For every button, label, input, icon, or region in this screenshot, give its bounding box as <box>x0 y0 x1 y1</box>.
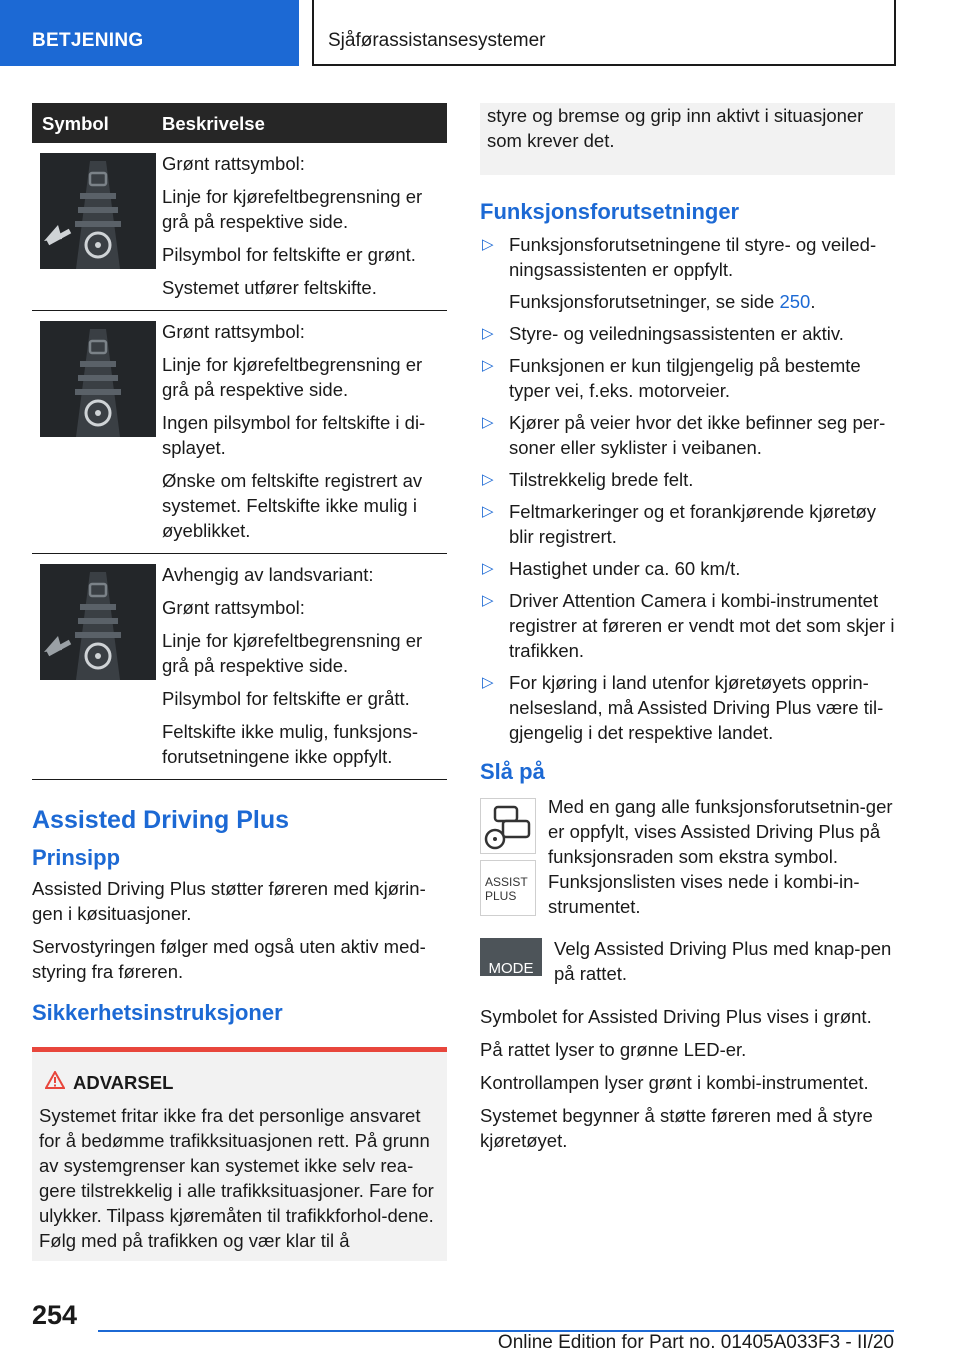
page-header <box>0 0 960 66</box>
table-row <box>32 143 447 311</box>
paragraph: Assisted Driving Plus støtter føreren med kjørin-gen i køsituasjoner. <box>32 878 426 924</box>
lane-change-green-arrow-icon <box>40 153 156 269</box>
list-item: ▷ Kjører på veier hvor det ikke befinner seg per-soner eller syklister i veibanen. <box>482 412 886 458</box>
list-item: ▷ Feltmarkeringer og et forankjørende kjøretøy blir registrert. <box>482 501 877 547</box>
list-item: ▷ Funksjonen er kun tilgjengelig på bestemte typer vei, f.eks. motorveier. <box>482 355 861 401</box>
cross-reference: Funksjonsforutsetninger, se side 250. <box>509 291 816 312</box>
row-text: Grønt rattsymbol: <box>162 321 305 342</box>
table-row <box>32 554 447 780</box>
warning-title <box>39 1070 439 1095</box>
paragraph: Systemet begynner å støtte føreren med å styre kjøretøyet. <box>480 1105 873 1151</box>
list-item: ▷ For kjøring i land utenfor kjøretøyets opprin-nelsesland, må Assisted Driving Plus være til-gjengelig i det respektive landet. <box>482 672 884 743</box>
subheading-switch-on: Slå på <box>480 759 545 784</box>
warning-triangle-icon <box>45 1070 73 1095</box>
row-text: Ingen pilsymbol for feltskifte i di-splayet. <box>162 412 426 458</box>
row-text: Feltskifte ikke mulig, funksjons-forutsetningene ikke oppfylt. <box>162 721 419 767</box>
row-text: Linje for kjørefeltbegrensning er grå på respektive side. <box>162 186 423 232</box>
requirements-list <box>480 232 895 745</box>
symbol-table <box>32 103 447 780</box>
list-item: ▷ Tilstrekkelig brede felt. <box>482 469 694 490</box>
row-text: Avhengig av landsvariant: <box>162 564 374 585</box>
row-text: Grønt rattsymbol: <box>162 597 305 618</box>
assist-traffic-icon <box>480 798 536 854</box>
assist-plus-icon: ASSIST PLUS <box>480 860 536 916</box>
row-text: Ønske om feltskifte registrert av systemet. Feltskifte ikke mulig i øyeblikket. <box>162 470 423 541</box>
row-text: Pilsymbol for feltskifte er grønt. <box>162 244 416 265</box>
warning-label: ADVARSEL <box>73 1072 174 1093</box>
triangle-bullet-icon: ▷ <box>482 471 494 488</box>
edition-text: Online Edition for Part no. 01405A033F3 - II/20 <box>497 1332 894 1353</box>
section-heading: Assisted Driving Plus <box>32 806 290 834</box>
row-text: Grønt rattsymbol: <box>162 153 305 174</box>
subheading-safety: Sikkerhetsinstruksjoner <box>32 1000 283 1025</box>
left-column <box>32 103 447 1261</box>
subheading-requirements: Funksjonsforutsetninger <box>480 199 740 224</box>
triangle-bullet-icon: ▷ <box>482 414 494 431</box>
triangle-bullet-icon: ▷ <box>482 503 494 520</box>
paragraph: Kontrollampen lyser grønt i kombi-instrumentet. <box>480 1072 869 1093</box>
list-item: ▷ Funksjonsforutsetningene til styre- og veiled-ningsassistenten er oppfylt. Funksjonsforutsetninger, se side 250. <box>480 232 895 314</box>
list-item: ▷ Styre- og veiledningsassistenten er aktiv. <box>482 323 844 344</box>
row-text: Systemet utfører feltskifte. <box>162 277 377 298</box>
list-item: ▷ Driver Attention Camera i kombi-instrumentet registrer at føreren er vendt mot det som skjer i trafikken. <box>482 590 895 661</box>
warning-continued-text: styre og bremse og grip inn aktivt i situasjoner som krever det. <box>487 105 864 151</box>
warning-box <box>32 1047 447 1261</box>
triangle-bullet-icon: ▷ <box>482 236 494 253</box>
paragraph: Symbolet for Assisted Driving Plus vises i grønt. <box>480 1006 872 1027</box>
triangle-bullet-icon: ▷ <box>482 357 494 374</box>
triangle-bullet-icon: ▷ <box>482 592 494 609</box>
mode-text: Velg Assisted Driving Plus med knap-pen på rattet. <box>554 938 892 984</box>
triangle-bullet-icon: ▷ <box>482 674 494 691</box>
subheading-principle: Prinsipp <box>32 845 121 870</box>
table-head-description: Beskrivelse <box>156 103 447 143</box>
paragraph: På rattet lyser to grønne LED-er. <box>480 1039 747 1060</box>
table-row <box>32 311 447 554</box>
lane-change-grey-arrow-icon <box>40 564 156 680</box>
warning-continued <box>480 103 895 175</box>
row-text: Linje for kjørefeltbegrensning er grå på respektive side. <box>162 630 423 676</box>
page-link[interactable]: 250 <box>779 291 811 312</box>
warning-text: Systemet fritar ikke fra det personlige ansvaret for å bedømme trafikksituasjonen rett. På grunn av systemgrenser kan systemet ikke selv rea-gere tilstrekkelig i alle trafikksituasjoner. Fare for ulykker. Tilpass kjøremåten til trafikkforhol-dene. Følg med på trafikken og vær klar til å <box>39 1105 434 1251</box>
mode-block <box>480 936 895 996</box>
section-title: BETJENING <box>0 0 299 66</box>
mode-button-icon: MODE <box>480 938 542 976</box>
chapter-title: Sjåførassistansesystemer <box>312 0 896 66</box>
row-text: Pilsymbol for feltskifte er grått. <box>162 688 410 709</box>
triangle-bullet-icon: ▷ <box>482 560 494 577</box>
list-item: ▷ Hastighet under ca. 60 km/t. <box>482 558 741 579</box>
paragraph: Servostyringen følger med også uten aktiv med-styring fra føreren. <box>32 936 426 982</box>
lane-change-no-arrow-icon <box>40 321 156 437</box>
switch-on-text: Med en gang alle funksjonsforutsetnin-ger er oppfylt, vises Assisted Driving Plus på funksjonsraden som ekstra symbol. Funksjonslisten vises nede i kombi-in-strumentet. <box>548 796 893 917</box>
right-column <box>480 103 895 1161</box>
switch-on-block <box>480 794 895 922</box>
page-number: 254 <box>32 1300 78 1330</box>
triangle-bullet-icon: ▷ <box>482 325 494 342</box>
table-head-symbol: Symbol <box>32 103 156 143</box>
row-text: Linje for kjørefeltbegrensning er grå på respektive side. <box>162 354 423 400</box>
